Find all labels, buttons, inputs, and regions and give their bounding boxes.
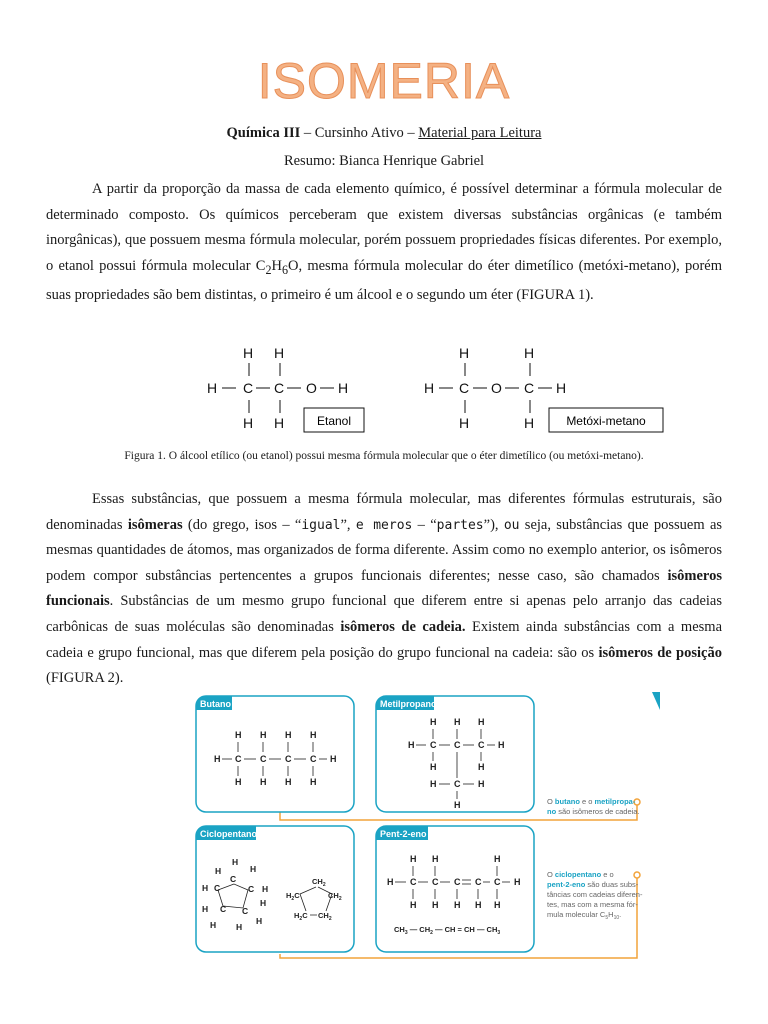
methoxy-label: Metóxi-metano (566, 414, 646, 428)
svg-text:H: H (524, 415, 535, 431)
svg-text:H: H (338, 380, 349, 396)
svg-text:H: H (262, 884, 269, 894)
svg-text:H: H (285, 777, 292, 787)
svg-text:CH2: $CH_2$ (328, 891, 342, 902)
svg-text:H: H (494, 854, 501, 864)
svg-text:C: C (459, 380, 470, 396)
svg-text:C: C (432, 877, 439, 887)
summary-author: Resumo: Bianca Henrique Gabriel (283, 153, 485, 169)
butano-label: Butano (200, 699, 231, 709)
svg-text:H: H (330, 754, 337, 764)
svg-text:H: H (454, 900, 461, 910)
svg-text:H: H (207, 380, 218, 396)
svg-text:H: H (475, 900, 482, 910)
svg-text:C: C (274, 380, 285, 396)
material-label: Material para Leitura (418, 125, 542, 141)
page-title: ISOMERIA (257, 53, 511, 109)
svg-text:H2C: $H_2C$ (294, 911, 308, 922)
paragraph-2: Essas substâncias, que possuem a mesma fórmula molecular, mas diferentes fórmulas estruturais, são denominadas isômeras (do grego, isos – “igual”, e meros – “partes”), ou seja, substâncias que possuem as mesmas quantidades de átomos, mas organizados de forma diferente. Assim como no exemplo anterior, os isômeros podem compor substâncias pertencentes a grupos funcionais diferentes; nesse caso, são chamados isômeros funcionais. Substâncias de um mesmo grupo funcional que diferem entre si apenas pelo arranjo das cadeias carbônicas de suas moléculas são denominadas isômeros de cadeia. Existem ainda substâncias com a mesma cadeia e grupo funcional, mas que diferem pela posição do grupo funcional na cadeia: são os isômeros de posição (FIGURA 2). (46, 491, 723, 687)
svg-text:H: H (310, 777, 317, 787)
svg-text:H: H (274, 345, 285, 361)
pent-2-eno-label: Pent-2-eno (380, 829, 427, 839)
svg-text:C: C (410, 877, 417, 887)
svg-text:H: H (260, 777, 267, 787)
figure-2 (190, 692, 670, 962)
svg-text:H: H (236, 922, 243, 932)
svg-text:H: H (478, 717, 485, 727)
svg-text:C: C (430, 740, 437, 750)
svg-text:C: C (260, 754, 267, 764)
figure-1 (0, 338, 768, 438)
svg-text:H: H (454, 800, 461, 810)
svg-text:H: H (432, 900, 439, 910)
svg-text:H: H (498, 740, 505, 750)
svg-text:H: H (524, 345, 535, 361)
note-2: O ciclopentano e o pent-2-eno são duas subs- tâncias com cadeias diferen- tes, mas com a mesma fór- mula molecular $C_5H_{10}$. (547, 870, 643, 921)
svg-text:C: C (214, 883, 221, 893)
svg-text:CH2: $CH_2$ (318, 911, 332, 922)
panel-butano (196, 696, 354, 812)
course-org: Cursinho Ativo (314, 125, 404, 141)
svg-text:H: H (430, 717, 437, 727)
svg-text:H: H (260, 898, 267, 908)
ethanol-label: Etanol (316, 414, 352, 428)
svg-text:H: H (285, 730, 292, 740)
note-1: O butano e o metilpropa- no são isômeros de cadeia. (547, 797, 640, 816)
svg-text:C: C (230, 874, 237, 884)
svg-text:H: H (494, 900, 501, 910)
svg-text:H: H (215, 866, 222, 876)
svg-text:H: H (459, 345, 470, 361)
svg-text:H: H (424, 380, 435, 396)
svg-text:H: H (243, 345, 254, 361)
svg-text:H: H (235, 777, 242, 787)
svg-text:H2C: $H_2C$ (286, 891, 300, 902)
svg-text:H: H (454, 717, 461, 727)
panel-metilpropano (376, 696, 534, 812)
svg-text:H: H (459, 415, 470, 431)
svg-text:H: H (387, 877, 394, 887)
svg-text:H: H (310, 730, 317, 740)
paragraph-1: A partir da proporção da massa de cada elemento químico, é possível determinar a fórmula molecular de determinado composto. Os químicos perceberam que existem diversas substâncias orgânicas (e também inorgânicas), que possuem mesma fórmula molecular, porém possuem propriedades físicas diferentes. Por exemplo, o etanol possui fórmula molecular $C_2H_6O$, mesma fórmula molecular do éter dimetílico (metóxi-metano), porém suas propriedades são bem distintas, o primeiro é um álcool e o segundo um éter (FIGURA 1). (46, 181, 722, 304)
svg-text:H: H (274, 415, 285, 431)
svg-text:H: H (243, 415, 254, 431)
svg-text:C: C (478, 740, 485, 750)
svg-text:C: C (454, 779, 461, 789)
svg-text:H: H (430, 779, 437, 789)
ciclopentano-label: Ciclopentano (200, 829, 258, 839)
svg-text:H: H (260, 730, 267, 740)
course-line: Química III – Cursinho Ativo – Material para Leitura (226, 125, 542, 141)
svg-text:CH3 — CH2 — CH = CH — CH3: $CH_3$ — $CH_2$ — CH = CH — $CH_3$ (394, 925, 501, 936)
svg-text:H: H (250, 864, 257, 874)
svg-text:C: C (524, 380, 535, 396)
svg-text:C: C (285, 754, 292, 764)
svg-text:H: H (556, 380, 567, 396)
svg-text:H: H (478, 779, 485, 789)
svg-text:C: C (242, 906, 249, 916)
svg-text:H: H (232, 857, 239, 867)
svg-text:H: H (478, 762, 485, 772)
svg-text:H: H (256, 916, 263, 926)
svg-text:C: C (454, 740, 461, 750)
svg-text:H: H (514, 877, 521, 887)
svg-text:H: H (410, 900, 417, 910)
svg-text:C: C (243, 380, 254, 396)
svg-text:C: C (475, 877, 482, 887)
svg-text:H: H (408, 740, 415, 750)
course-name: Química III (226, 125, 301, 141)
svg-text:O: O (491, 380, 502, 396)
svg-text:H: H (210, 920, 217, 930)
svg-text:H: H (432, 854, 439, 864)
svg-text:C: C (220, 904, 227, 914)
svg-text:C: C (494, 877, 501, 887)
svg-text:C: C (454, 877, 461, 887)
svg-text:O: O (306, 380, 317, 396)
svg-text:H: H (202, 883, 209, 893)
metilpropano-label: Metilpropano (380, 699, 437, 709)
svg-text:H: H (410, 854, 417, 864)
svg-text:H: H (214, 754, 221, 764)
svg-text:C: C (235, 754, 242, 764)
corner-mark (652, 692, 660, 710)
panel-pent-2-eno (376, 826, 534, 952)
svg-text:C: C (248, 884, 255, 894)
figure-1-caption: Figura 1. O álcool etílico (ou etanol) possui mesma fórmula molecular que o éter dimetílico (ou metóxi-metano). (124, 450, 644, 462)
svg-text:H: H (235, 730, 242, 740)
svg-text:CH2: $CH_2$ (312, 877, 326, 888)
panel-ciclopentano (196, 826, 354, 952)
svg-text:H: H (202, 904, 209, 914)
svg-text:C: C (310, 754, 317, 764)
svg-text:H: H (430, 762, 437, 772)
